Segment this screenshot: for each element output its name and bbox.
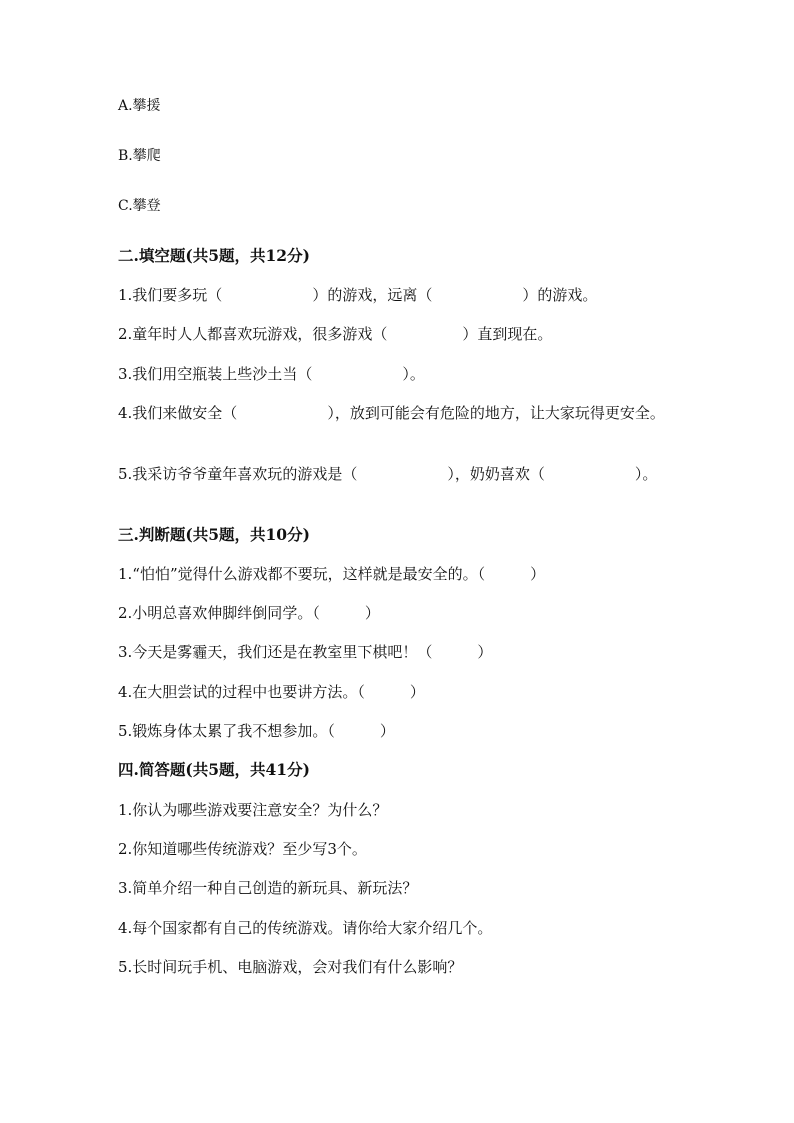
true-false-item-4: 4.在大胆尝试的过程中也要讲方法。（ ） [118, 683, 425, 701]
true-false-item-2: 2.小明总喜欢伸脚绊倒同学。（ ） [118, 604, 380, 622]
short-answer-item-2: 2.你知道哪些传统游戏？至少写3个。 [118, 840, 367, 858]
section-title-fill-blank: 二.填空题(共5题，共12分) [118, 246, 310, 265]
choice-option-b: B.攀爬 [118, 148, 161, 164]
choice-option-c: C.攀登 [118, 198, 161, 214]
section-title-short-answer: 四.简答题(共5题，共41分) [118, 760, 310, 779]
short-answer-item-3: 3.简单介绍一种自己创造的新玩具、新玩法？ [118, 879, 418, 897]
true-false-item-3: 3.今天是雾霾天，我们还是在教室里下棋吧！（ ） [118, 643, 493, 661]
choice-option-a: A.攀援 [118, 98, 161, 114]
short-answer-item-5: 5.长时间玩手机、电脑游戏，会对我们有什么影响？ [118, 958, 463, 976]
fill-blank-item-3: 3.我们用空瓶装上些沙土当（ ）。 [118, 365, 425, 383]
true-false-item-5: 5.锻炼身体太累了我不想参加。（ ） [118, 722, 395, 740]
true-false-item-1: 1.“怕怕”觉得什么游戏都不要玩，这样就是最安全的。（ ） [118, 565, 546, 583]
fill-blank-item-1: 1.我们要多玩（ ）的游戏，远离（ ）的游戏。 [118, 286, 598, 304]
section-title-true-false: 三.判断题(共5题，共10分) [118, 525, 310, 544]
fill-blank-item-2: 2.童年时人人都喜欢玩游戏，很多游戏（ ）直到现在。 [118, 325, 553, 343]
fill-blank-item-4: 4.我们来做安全（ ），放到可能会有危险的地方，让大家玩得更安全。 [118, 404, 665, 422]
short-answer-item-1: 1.你认为哪些游戏要注意安全？为什么？ [118, 801, 388, 819]
short-answer-item-4: 4.每个国家都有自己的传统游戏。请你给大家介绍几个。 [118, 919, 493, 937]
fill-blank-item-5: 5.我采访爷爷童年喜欢玩的游戏是（ ），奶奶喜欢（ ）。 [118, 465, 658, 483]
